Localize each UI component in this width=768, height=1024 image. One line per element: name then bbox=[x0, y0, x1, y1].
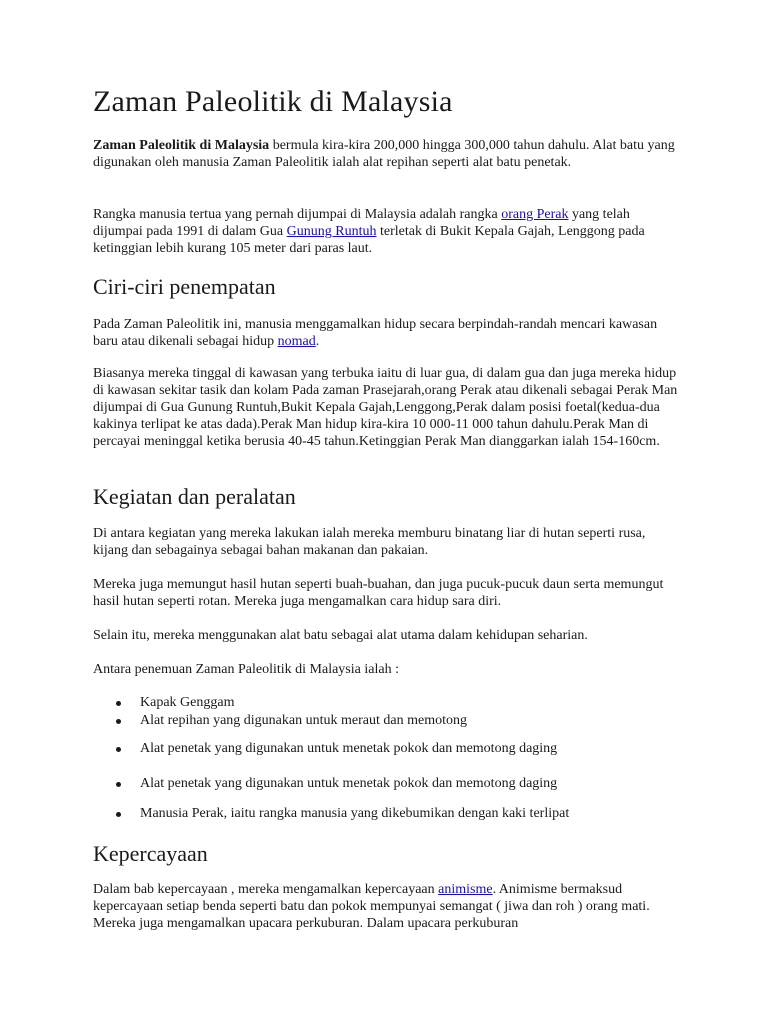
perak-man-paragraph: Biasanya mereka tinggal di kawasan yang terbuka iaitu di luar gua, di dalam gua dan juga mereka hidup di kawasan sekitar tasik dan kolam Pada zaman Prasejarah,orang Perak atau dikenali sebagai Perak Man dijumpai di Gua Gunung Runtuh,Bukit Kepala Gajah,Lenggong,Perak dalam posisi foetal(kedua-dua kakinya terlipat ke atas dada).Perak Man hidup kira-kira 10 000-11 000 tahun dahulu.Perak Man di percayai meninggal ketika berusia 40-45 tahun.Ketinggian Perak Man dianggarkan ialah 154-160cm. bbox=[93, 366, 678, 449]
skeleton-text-2: yang telah dijumpai pada 1991 di dalam Gua bbox=[93, 207, 630, 239]
skeleton-text-3: terletak di Bukit Kepala Gajah, Lenggong pada ketinggian lebih kurang 105 meter dari paras laut. bbox=[93, 224, 645, 256]
skeleton-text-1: Rangka manusia tertua yang pernah dijumpai di Malaysia adalah rangka bbox=[93, 207, 502, 222]
heading-ciri-ciri: Ciri-ciri penempatan bbox=[93, 274, 276, 299]
intro-bold-term: Zaman Paleolitik di Malaysia bbox=[93, 138, 270, 153]
bullet-icon bbox=[116, 747, 121, 752]
list-item-text: Kapak Genggam bbox=[140, 695, 235, 710]
gathering-paragraph: Mereka juga memungut hasil hutan seperti buah-buahan, dan juga pucuk-pucuk daun serta memungut hasil hutan seperti rotan. Mereka juga mengamalkan cara hidup sara diri. bbox=[93, 577, 664, 609]
belief-text: Dalam bab kepercayaan , mereka mengamalkan kepercayaan bbox=[93, 882, 439, 897]
tools-paragraph: Selain itu, mereka menggunakan alat batu sebagai alat utama dalam kehidupan seharian. bbox=[93, 628, 588, 643]
intro-paragraph bbox=[93, 137, 678, 171]
heading-kegiatan: Kegiatan dan peralatan bbox=[93, 484, 296, 509]
orang-perak-link[interactable]: orang Perak bbox=[501, 207, 569, 222]
bullet-icon bbox=[116, 701, 121, 706]
settlement-paragraph bbox=[93, 316, 678, 350]
skeleton-paragraph bbox=[93, 206, 678, 257]
list-item-text: Alat penetak yang digunakan untuk menetak pokok dan memotong daging bbox=[140, 741, 558, 756]
hunting-paragraph: Di antara kegiatan yang mereka lakukan ialah mereka memburu binatang liar di hutan seperti rusa, kijang dan sebagainya sebagai bahan makanan dan pakaian. bbox=[93, 526, 646, 558]
bullet-icon bbox=[116, 719, 121, 724]
settlement-text: Pada Zaman Paleolitik ini, manusia menggamalkan hidup secara berpindah-randah mencari kawasan baru atau dikenali sebagai hidup bbox=[93, 317, 658, 349]
heading-kepercayaan: Kepercayaan bbox=[93, 841, 208, 866]
findings-intro: Antara penemuan Zaman Paleolitik di Malaysia ialah : bbox=[93, 662, 399, 677]
nomad-link[interactable]: nomad bbox=[277, 334, 316, 349]
settlement-end: . bbox=[315, 334, 320, 349]
intro-text: bermula kira-kira 200,000 hingga 300,000 tahun dahulu. Alat batu yang digunakan oleh manusia Zaman Paleolitik ialah alat repihan seperti alat batu penetak. bbox=[93, 138, 675, 170]
bullet-icon bbox=[116, 782, 121, 787]
list-item-text: Alat repihan yang digunakan untuk meraut dan memotong bbox=[140, 713, 467, 728]
bullet-icon bbox=[116, 812, 121, 817]
page-title: Zaman Paleolitik di Malaysia bbox=[93, 85, 453, 118]
belief-paragraph bbox=[93, 881, 678, 932]
gunung-runtuh-link[interactable]: Gunung Runtuh bbox=[286, 224, 377, 239]
list-item-text: Alat penetak yang digunakan untuk menetak pokok dan memotong daging bbox=[140, 776, 558, 791]
animisme-link[interactable]: animisme bbox=[438, 882, 493, 897]
list-item-text: Manusia Perak, iaitu rangka manusia yang dikebumikan dengan kaki terlipat bbox=[140, 806, 570, 821]
belief-end: . Animisme bermaksud kepercayaan setiap benda seperti batu dan pokok mempunyai semangat ( jiwa dan roh ) orang mati. Mereka juga mengamalkan upacara perkuburan. Dalam upacara perkuburan bbox=[93, 882, 650, 931]
